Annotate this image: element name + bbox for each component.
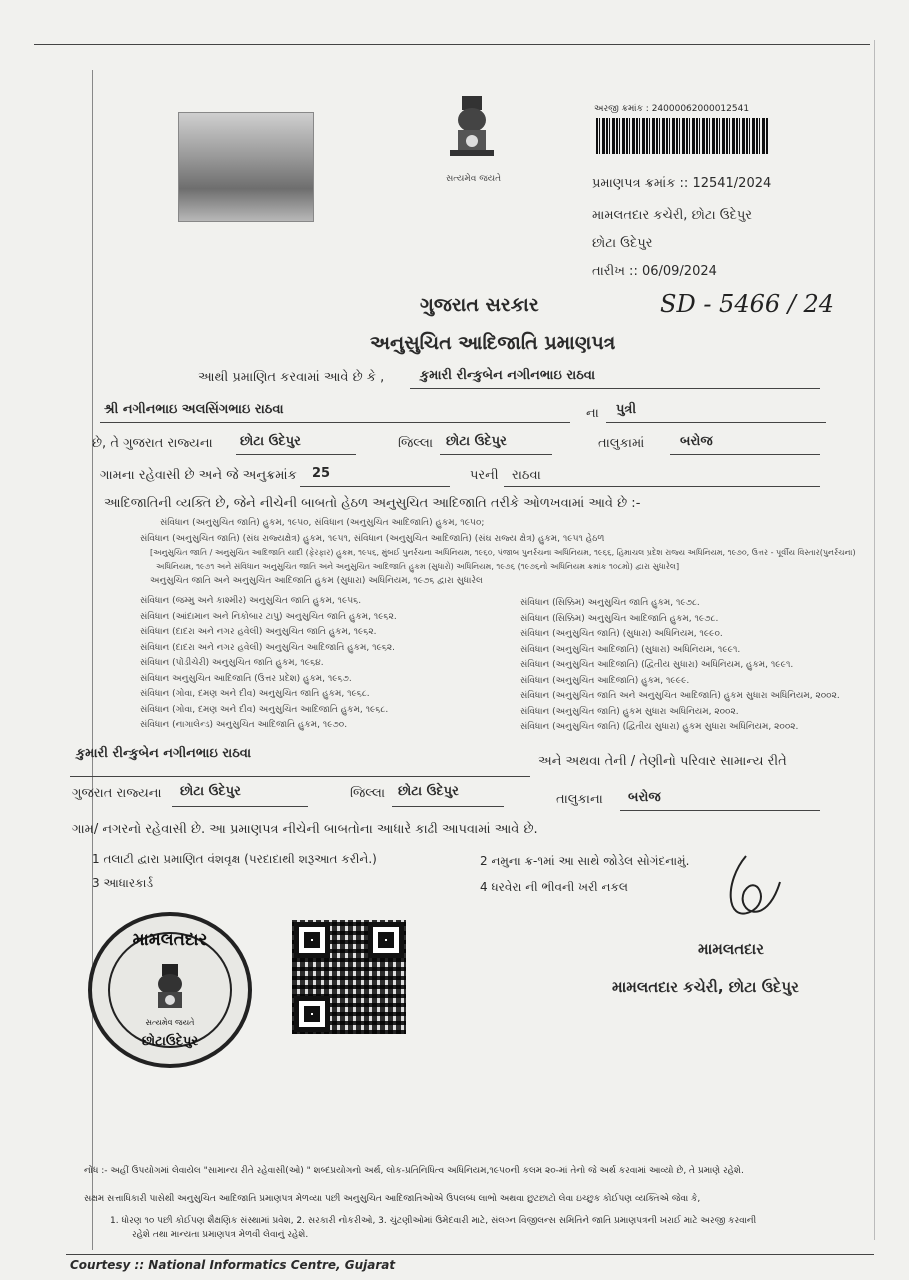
footer-rule — [66, 1254, 874, 1255]
signatory-office: મામલતદાર કચેરી, છોટા ઉદેપુર — [612, 978, 799, 996]
govt-title: ગુજરાત સરકાર — [420, 294, 539, 316]
certify-label: આથી પ્રમાણિત કરવામાં આવે છે કે , — [198, 370, 385, 385]
order-right-item: સંવિધાન (અનુસુચિત જાતિ) (દ્વિતીય સુધારા) હુકમ સુધારા અધિનિયમ, ૨૦૦૨. — [520, 722, 799, 732]
office-line-2: છોટા ઉદેપુર — [592, 236, 653, 251]
district2a-underline — [172, 806, 308, 807]
candidate-name: કુમારી રીન્કુબેન નગીનભાઇ રાઠવા — [420, 368, 596, 383]
orders-right-column — [520, 598, 870, 738]
taluka2-value: બરોજ — [628, 790, 661, 805]
taluka-underline — [670, 454, 820, 455]
district-underline — [236, 454, 356, 455]
note-2: સક્ષમ સત્તાધિકારી પાસેથી અનુસુચિત આદિજાતિ પ્રમાણપત્ર મેળવ્યા પછી અનુસુચિત આદિજાતિઓએ ઉપલબ્ધ લાભો અથવા છુટછાટો લેવા ઇચ્છુક કોઈપણ વ્યક્તિએ જેવા કે, — [84, 1194, 701, 1204]
official-seal — [88, 912, 252, 1068]
office-line-1: મામલતદાર કચેરી, છોટા ઉદેપુર — [592, 208, 753, 223]
seal-motto: સત્યમેવ જયતે — [145, 1018, 195, 1027]
taluka-value: બરોજ — [680, 434, 713, 449]
qr-code — [292, 920, 406, 1034]
left-margin-line — [92, 70, 93, 1250]
seal-emblem-icon — [148, 962, 192, 1014]
order-right-item: સંવિધાન (અનુસુચિત આદિજાતિ) (સુધારા) અધિનિયમ, ૧૯૯૧. — [520, 644, 741, 655]
basis-item-4: 4 ધરવેરા ની ભીવની ખરી નકલ — [480, 880, 628, 894]
certificate-number: પ્રમાણપત્ર ક્રમાંક :: 12541/2024 — [592, 176, 772, 191]
order-left-item: સંવિધાન (જમ્મુ અને કાશ્મીર) અનુસુચિત જાતિ હુકમ, ૧૯૫૬. — [140, 596, 362, 606]
order-left-item: સંવિધાન અનુસુચિત આદિજાતિ (ઉત્તર પ્રદેશ) હુકમ, ૧૯૬૭. — [140, 673, 352, 684]
emblem-caption: સત્યમેવ જયતે — [446, 174, 502, 184]
order-left-item: સંવિધાન (ગોવા, દમણ અને દીવ) અનુસુચિત આદિજાતિ હુકમ, ૧૯૬૮. — [140, 704, 389, 715]
order-right-item: સંવિધાન (સિક્કિમ) અનુસુચિત આદિજાતિ હુકમ, ૧૯૭૮. — [520, 613, 719, 624]
district2-value: છોટા ઉદેપુર — [180, 784, 241, 799]
note-1: નોંધ :- અહીં ઉપયોગમાં લેવાયેલ "સામાન્ય રીતે રહેવાસી(ઓ) " શબ્દપ્રયોગનો અર્થ, લોક-પ્રતિનિધિત્વ અધિનિયમ,૧૯૫૦ની કલમ ૨૦-માં તેનો જે અર્થ કરવામાં આવ્યો છે, તે પ્રમાણે રહેશે. — [84, 1166, 744, 1176]
tribe-sentence: આદિજાતિની વ્યક્તિ છે, જેને નીચેની બાબતો હેઠળ અનુસુચિત આદિજાતિ તરીકે ઓળખવામાં આવે છે :- — [104, 496, 641, 511]
caste-label: પરની — [470, 468, 499, 483]
note-4: રહેશે તથા માન્યતા પ્રમાણપત્ર મેળવી લેવાનું રહેશે. — [132, 1230, 309, 1240]
district-label: જિલ્લા — [398, 436, 434, 451]
relation-value: પુત્રી — [616, 402, 637, 417]
order-left-item: સંવિધાન (આંદામાન અને નિકોબાર ટાપુ) અનુસુચિત જાતિ હુકમ, ૧૯૬૨. — [140, 611, 397, 622]
district-value: છોટા ઉદેપુર — [240, 434, 301, 449]
family-label: અને અથવા તેની / તેણીનો પરિવાર સામાન્ય રીતે — [538, 754, 787, 769]
qr-finder — [294, 996, 330, 1032]
basis-item-1: 1 તલાટી દ્વારા પ્રમાણિત વંશવૃક્ષ (પરદાદાથી શરૂઆત કરીને.) — [92, 852, 377, 866]
order-top-2: સંવિધાન (અનુસુચિત જાતિ) (સંઘ રાજ્યક્ષેત્ર) હુકમ, ૧૯૫૧, સંવિધાન (અનુસુચિત આદિજાતિ) (સંઘ રાજ્ય ક્ષેત્ર) હુકમ, ૧૯૫૧ હેઠળ — [140, 534, 605, 544]
right-margin-line — [874, 40, 875, 1240]
top-border — [34, 44, 870, 45]
issue-date: તારીખ :: 06/09/2024 — [592, 264, 717, 279]
serial-underline — [300, 486, 450, 487]
village-label: ગામના રહેવાસી છે અને જે અનુક્રમાંક — [100, 468, 297, 483]
order-right-item: સંવિધાન (અનુસુચિત આદિજાતિ) હુકમ, ૧૯૯૯. — [520, 675, 690, 686]
order-left-item: સંવિધાન (દાદરા અને નગર હવેલી) અનુસુચિત આદિજાતિ હુકમ, ૧૯૬૨. — [140, 642, 396, 653]
footer-courtesy: Courtesy :: National Informatics Centre, Gujarat — [70, 1258, 396, 1272]
order-left-item: સંવિધાન (ગોવા, દમણ અને દીવ) અનુસુચિત જાતિ હુકમ, ૧૯૬૮. — [140, 689, 370, 699]
caste-value: રાઠવા — [512, 468, 541, 483]
order-top-4: અધિનિયમ, ૧૯૭૧ અને સંવિધાન અનુસુચિત જાતિ અને અનુસુચિત આદિજાતિ હુકમ (સુધારો) અધિનિયમ, ૧૯૭૬ (૧૯૭૬નો અધિનિયમ ક્રમાંક ૧૦૮મો) દ્વારા સુધારેલ] — [156, 562, 680, 571]
candidate-name-repeat: કુમારી રીન્કુબેન નગીનભાઇ રાઠવા — [76, 746, 252, 761]
district2-value-2: છોટા ઉદેપુર — [398, 784, 459, 799]
district2b-underline — [392, 806, 504, 807]
note-3: 1. ધોરણ ૧૦ પછી કોઈપણ શૈક્ષણિક સંસ્થામાં પ્રવેશ, 2. સરકારી નોકરીઓ, 3. ચુંટણીઓમાં ઉમેદવારી માટે, સંલગ્ન વિજીલન્સ સમિતિને જાતિ પ્રમાણપત્રની ખરાઈ માટે અરજી કરવાની — [110, 1216, 757, 1226]
district2-label: જિલ્લા — [350, 786, 386, 801]
serial-number: 25 — [312, 466, 331, 481]
taluka2-underline — [620, 810, 820, 811]
order-right-item: સંવિધાન (અનુસુચિત જાતિ અને અનુસુચિત આદિજાતિ) હુકમ સુધારા અધિનિયમ, ૨૦૦૨. — [520, 691, 840, 701]
order-top-5: અનુસુચિત જાતિ અને અનુસુચિત આદિજાતિ હુકમ (સુધારા) અધિનિયમ, ૧૯૭૬ દ્વારા સુધારેલ — [150, 576, 483, 586]
application-number: અરજી ક્રમાંક : 24000062000012541 — [594, 104, 750, 114]
order-left-item: સંવિધાન (નાગાલેન્ડ) અનુસુચિત આદિજાતિ હુકમ, ૧૯૭૦. — [140, 720, 348, 730]
basis-item-2: 2 નમુના ક્ર-૧માં આ સાથે જોડેલ સોગંદનામું. — [480, 854, 690, 868]
qr-finder — [368, 922, 404, 958]
seal-bottom-text: છોટાઉદેપુર — [141, 1034, 199, 1049]
caste-underline — [504, 486, 820, 487]
district-value-2: છોટા ઉદેપુર — [446, 434, 507, 449]
order-top-1: સંવિધાન (અનુસુચિત જાતિ) હુકમ, ૧૯૫૦, સંવિધાન (અનુસુચિત આદિજાતિ) હુકમ, ૧૯૫૦; — [160, 518, 485, 528]
taluka2-label: તાલુકાના — [556, 792, 603, 807]
order-left-item: સંવિધાન (દાદરા અને નગર હવેલી) અનુસુચિત જાતિ હુકમ, ૧૯૬૨. — [140, 627, 377, 637]
candidate-photo — [178, 112, 314, 222]
state2-label: ગુજરાત રાજ્યના — [72, 786, 162, 801]
orders-left-column — [140, 596, 440, 736]
certificate-title: અનુસુચિત આદિજાતિ પ્રમાણપત્ર — [370, 332, 616, 354]
father-underline — [100, 422, 570, 423]
resident-sentence: ગામ/ નગરનો રહેવાસી છે. આ પ્રમાણપત્ર નીચેની બાબતોના આધારે કાઢી આપવામાં આવે છે. — [72, 822, 538, 837]
order-top-3: [અનુસુચિત જાતિ / અનુસુચિત આદિજાતિ યાદી (ફેરફાર) હુકમ, ૧૯૫૬, મુંબઈ પુનર્રચના અધિનિયમ, ૧૯૬૦, પંજાબ પુનર્રચના અધિનિયમ, ૧૯૬૬, હિમાચલ પ્રદેશ રાજ્ય અધિનિયમ, ૧૯૭૦, ઉત્તર - પૂર્વીય વિસ્તાર(પુનર્રચના) — [150, 548, 856, 557]
district2-underline — [440, 454, 552, 455]
order-right-item: સંવિધાન (અનુસુચિત જાતિ) હુકમ સુધારા અધિનિયમ, ૨૦૦૨. — [520, 706, 739, 717]
order-left-item: સંવિધાન (પોંડીચેરી) અનુસુચિત જાતિ હુકમ, ૧૯૬૪. — [140, 658, 324, 668]
order-right-item: સંવિધાન (સિક્કિમ) અનુસુચિત જાતિ હુકમ, ૧૯૭૮. — [520, 598, 700, 608]
relation-label: ના — [586, 406, 599, 421]
state-label: છે, તે ગુજરાત રાજ્યના — [92, 436, 213, 451]
name-underline — [410, 388, 820, 389]
order-right-item: સંવિધાન (અનુસુચિત જાતિ) (સુધારા) અધિનિયમ, ૧૯૯૦. — [520, 629, 723, 639]
relation-underline — [606, 422, 826, 423]
name-repeat-underline — [70, 776, 530, 777]
father-name: શ્રી નગીનભાઇ અલસિંગભાઇ રાઠવા — [104, 402, 284, 417]
seal-top-text: મામલતદાર — [132, 930, 208, 950]
handwritten-reference: SD - 5466 / 24 — [660, 290, 835, 318]
barcode — [596, 118, 768, 154]
signatory-designation: મામલતદાર — [698, 940, 764, 958]
basis-item-3: 3 આધારકાર્ડ — [92, 876, 154, 890]
taluka-label: તાલુકામાં — [598, 436, 645, 451]
order-right-item: સંવિધાન (અનુસુચિત આદિજાતિ) (દ્વિતીય સુધારા) અધિનિયમ, હુકમ, ૧૯૯૧. — [520, 660, 794, 670]
qr-finder — [294, 922, 330, 958]
national-emblem-icon — [432, 88, 512, 174]
signature-scribble — [716, 852, 786, 932]
